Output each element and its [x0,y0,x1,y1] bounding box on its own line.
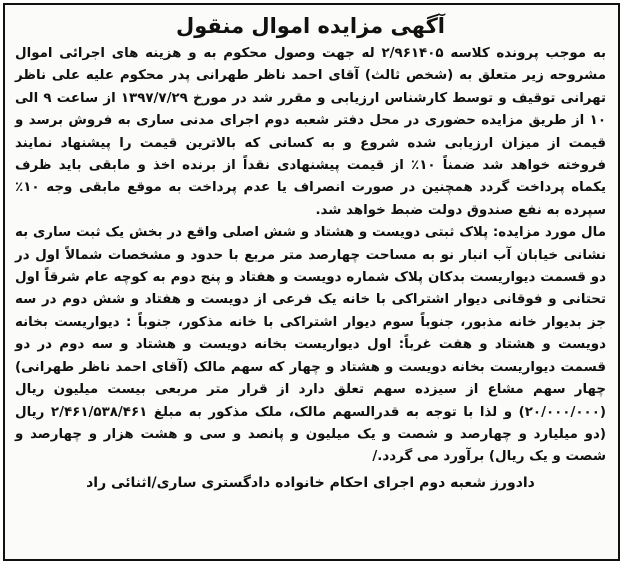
notice-signature: دادورز شعبه دوم اجرای احکام خانواده دادگستری ساری/اثنائی راد [86,474,535,491]
auction-notice [5,5,618,499]
notice-body-paragraph: به موجب پرونده کلاسه ۲/۹۶۱۴۰۵ له جهت وصول محکوم به و هزینه های اجرائی اموال مشروحه زیر متعلق به (شخص ثالث) آقای احمد ناظر طهرانی پدر محکوم علیه علی ناظر تهرانی توقیف و توسط کارشناس ارزیابی و مقرر شد در مورخ ۱۳۹۷/۷/۲۹ از ساعت ۹ الی ۱۰ از طریق مزایده حضوری در محل دفتر شعبه دوم اجرای مدنی ساری به فروش برسد و قیمت از میزان ارزیابی شده شروع و به کسانی که بالاترین قیمت را پیشنهاد نمایند فروخته خواهد شد ضمناً ۱۰٪ از قیمت پیشنهادی نقداً از برنده اخذ و مابقی باید ظرف یکماه پرداخت گردد همچنین در صورت انصراف یا عدم پرداخت به موقع مابقی وجه ۱۰٪ سپرده به نفع صندوق دولت ضبط خواهد شد. [15,46,607,218]
auction-item-paragraph: مال مورد مزایده: پلاک ثبتی دویست و هشتاد و شش اصلی واقع در بخش یک ثبت ساری به نشانی خیابان آب انبار نو به مساحت چهارصد متر مربع با حدود و مشخصات شمالاً اول در دو قسمت دیواریست بدکان پلاک شماره دویست و هفتاد و پنج دوم به کوچه عام شرقاً اول تحتانی و فوقانی دیوار اشتراکی با خانه یک فرعی از دویست و هفتاد و شش دوم در سه جز بدیوار خانه مذبور، جنوباً سوم دیوار اشتراکی با خانه مذکور، جنوباً : دیواریست بخانه دویست و هشتاد و هفت غرباً: اول دیواریست بخانه دویست و هشتاد و سه دوم در دو قسمت دیواریست بخانه دویست و هشتاد و چهار که سهم مالک (آقای احمد ناظر طهرانی) چهار سهم مشاع از سیزده سهم تعلق دارد از قرار متر مربعی بیست میلیون ریال (۲۰/۰۰۰/۰۰۰) و لذا با توجه به قدرالسهم مالک، ملک مذکور به مبلغ ۲/۴۶۱/۵۳۸/۴۶۱ ریال (دو میلیارد و چهارصد و شصت و یک میلیون و پانصد و سی و هشت هزار و چهارصد و شصت و یک ریال) برآورد می گردد./ [15,225,607,465]
notice-title: آگهی مزایده اموال منقول [176,14,445,38]
notice-frame [3,3,620,561]
